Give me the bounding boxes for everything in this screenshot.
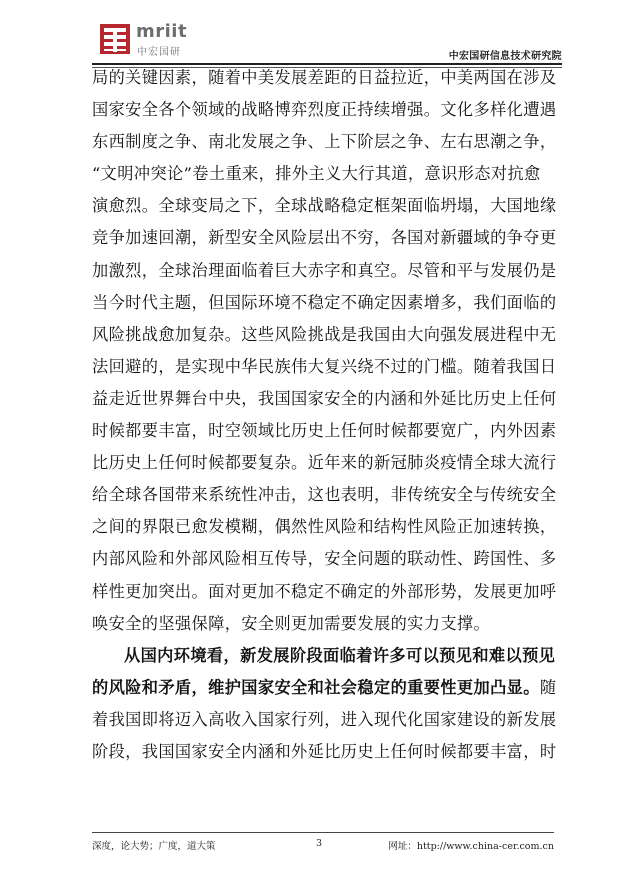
- page-footer: [92, 838, 554, 854]
- institute-name: 中宏国研信息技术研究院: [448, 51, 562, 62]
- emphasis-text: 的风险和矛盾，维护国家安全和社会稳定的重要性更加凸显。: [92, 677, 540, 697]
- body-line: 当今时代主题，但国际环境不稳定不确定因素增多，我们面临的: [92, 292, 557, 312]
- body-line: 比历史上任何时候都要复杂。近年来的新冠肺炎疫情全球大流行: [92, 453, 557, 473]
- page-number: 3: [316, 838, 323, 849]
- body-line: 时候都要丰富，时空领域比历史上任何时候都要宽广，内外因素: [92, 421, 557, 441]
- body-line: 内部风险和外部风险相互传导，安全问题的联动性、跨国性、多: [92, 549, 557, 569]
- footer-website: 网址：http://www.china-cer.com.cn: [388, 841, 554, 852]
- logo-mark-icon: [100, 22, 130, 56]
- body-line: 样性更加突出。面对更加不稳定不确定的外部形势，发展更加呼: [92, 581, 557, 601]
- body-text: 随: [539, 677, 557, 697]
- logo-text-en: mriit: [136, 21, 188, 42]
- body-line: 加激烈，全球治理面临着巨大赤字和真空。尽管和平与发展仍是: [92, 260, 557, 280]
- body-line: 阶段，我国国家安全内涵和外延比历史上任何时候都要丰富，时: [92, 741, 557, 761]
- paragraph2-line2: [92, 672, 557, 704]
- page-header: [92, 20, 562, 62]
- body-line: 法回避的，是实现中华民族伟大复兴绕不过的门槛。随着我国日: [92, 356, 557, 376]
- footer-rule: [92, 832, 554, 833]
- mriit-logo: [100, 22, 220, 58]
- body-line: 给全球各国带来系统性冲击，这也表明，非传统安全与传统安全: [92, 485, 557, 505]
- logo-text-cn: 中宏国研: [137, 47, 181, 58]
- body-line: 之间的界限已愈发模糊，偶然性风险和结构性风险正加速转换，: [92, 517, 557, 537]
- body-line: 国家安全各个领域的战略博弈烈度正持续增强。文化多样化遭遇: [92, 100, 557, 120]
- body-line: 竞争加速回潮，新型安全风险层出不穷，各国对新疆域的争夺更: [92, 228, 557, 248]
- emphasis-text: 从国内环境看，新发展阶段面临着许多可以预见和难以预见: [124, 645, 556, 665]
- page-body: [92, 62, 557, 768]
- body-line: 风险挑战愈加复杂。这些风险挑战是我国由大向强发展进程中无: [92, 324, 557, 344]
- body-line: 益走近世界舞台中央，我国国家安全的内涵和外延比历史上任何: [92, 388, 557, 408]
- body-line: “文明冲突论”卷土重来，排外主义大行其道，意识形态对抗愈: [92, 164, 541, 184]
- body-line: 局的关键因素，随着中美发展差距的日益拉近，中美两国在涉及: [92, 68, 557, 87]
- body-line: 东西制度之争、南北发展之争、上下阶层之争、左右思潮之争，: [92, 132, 557, 152]
- body-line: 着我国即将迈入高收入国家行列，进入现代化国家建设的新发展: [92, 709, 557, 729]
- body-line: 唤安全的坚强保障，安全则更加需要发展的实力支撑。: [92, 613, 491, 633]
- body-line: 演愈烈。全球变局之下，全球战略稳定框架面临坍塌，大国地缘: [92, 196, 557, 216]
- paragraph2-line1: [92, 640, 556, 672]
- footer-slogan: 深度，论大势；广度，道大策: [92, 841, 216, 852]
